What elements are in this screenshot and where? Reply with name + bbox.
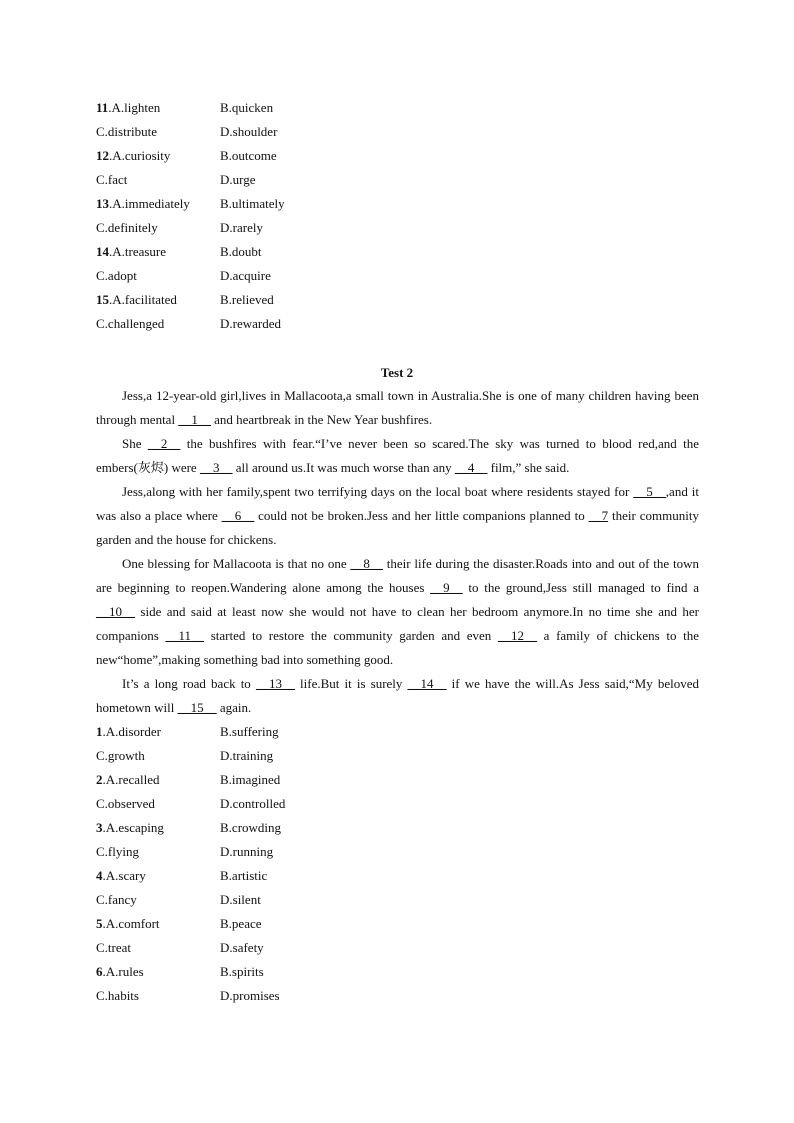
option-d: D.training: [220, 748, 274, 763]
option-c: C.challenged: [96, 316, 165, 331]
option-row: [96, 312, 696, 336]
option-b: B.suffering: [220, 724, 279, 739]
passage-text: again.: [216, 700, 252, 715]
option-row: [96, 192, 696, 216]
option-b: B.outcome: [220, 148, 277, 163]
option-b: B.crowding: [220, 820, 282, 835]
option-d: D.safety: [220, 940, 264, 955]
option-a: [96, 912, 160, 936]
option-d: D.controlled: [220, 796, 286, 811]
question-number: 5: [96, 916, 103, 931]
passage-text: life.But it is surely: [294, 676, 408, 691]
option-a: [96, 864, 146, 888]
passage-text: started to restore the community garden and even: [204, 628, 498, 643]
option-row: [96, 264, 696, 288]
option-c: C.distribute: [96, 124, 158, 139]
passage-text: a family of chickens to the new“home”,making something bad into something good.: [96, 628, 699, 667]
option-c: C.fact: [96, 172, 128, 187]
option-c: C.definitely: [96, 220, 158, 235]
option-a-text: .A.treasure: [109, 244, 167, 259]
option-c: C.adopt: [96, 268, 137, 283]
question-number: 11: [96, 100, 109, 115]
option-d: D.shoulder: [220, 124, 278, 139]
option-row: [96, 864, 696, 888]
question-number: 4: [96, 868, 103, 883]
option-a-text: .A.scary: [102, 868, 146, 883]
blank-2: __2__: [147, 436, 181, 451]
passage-text: and heartbreak in the New Year bushfires.: [210, 412, 433, 427]
blank-1: __1__: [178, 412, 211, 427]
option-a-text: .A.comfort: [102, 916, 160, 931]
passage-text: all around us.It was much worse than any: [232, 460, 455, 475]
option-d: D.acquire: [220, 268, 271, 283]
blank-14: __14__: [407, 676, 447, 691]
question-number: 2: [96, 772, 103, 787]
option-b: B.relieved: [220, 292, 274, 307]
option-a-text: .A.rules: [102, 964, 144, 979]
blank-12: __12__: [497, 628, 537, 643]
option-row: [96, 216, 696, 240]
option-row: [96, 792, 696, 816]
question-number: 15: [96, 292, 109, 307]
blank-10: __10__: [96, 604, 135, 619]
option-c: C.observed: [96, 796, 155, 811]
option-row: [96, 168, 696, 192]
option-d: D.rewarded: [220, 316, 281, 331]
paragraph-5: [96, 672, 699, 720]
passage-text: could not be broken.Jess and her little companions planned to: [254, 508, 589, 523]
passage-text: film,” she said.: [487, 460, 570, 475]
option-c: C.treat: [96, 940, 132, 955]
question-number: 6: [96, 964, 103, 979]
paragraph-4: [96, 552, 699, 672]
option-a: [96, 960, 144, 984]
passage-text: their life during the disaster.Roads into and out of the town are beginning to reopen.Wandering alone among the houses: [96, 556, 699, 595]
blank-4: __4__: [454, 460, 488, 475]
option-a: [96, 720, 161, 744]
passage-text: the bushfires with fear.“I’ve never been so scared.The sky was turned to blood red,and the embers(灰烬) were: [96, 436, 700, 475]
option-c: C.flying: [96, 844, 139, 859]
option-a: [96, 144, 170, 168]
blank-9: __9__: [430, 580, 463, 595]
passage-text: It’s a long road back to: [122, 676, 256, 691]
passage: [96, 384, 699, 720]
question-number: 3: [96, 820, 103, 835]
option-row: [96, 984, 696, 1008]
option-row: [96, 144, 696, 168]
option-a: [96, 240, 166, 264]
option-row: [96, 840, 696, 864]
question-number: 14: [96, 244, 109, 259]
option-a-text: .A.disorder: [102, 724, 161, 739]
question-number: 13: [96, 196, 109, 211]
option-row: [96, 744, 696, 768]
option-row: [96, 96, 696, 120]
question-number: 1: [96, 724, 103, 739]
option-a: [96, 816, 164, 840]
options-bottom: [96, 720, 696, 1008]
option-row: [96, 960, 696, 984]
option-d: D.urge: [220, 172, 256, 187]
passage-text: ,and it was also a place where: [96, 484, 700, 523]
option-b: B.quicken: [220, 100, 274, 115]
passage-text: their community garden and the house for chickens.: [96, 508, 699, 547]
blank-13: __13__: [255, 676, 295, 691]
option-b: B.ultimately: [220, 196, 285, 211]
blank-3: __3__: [199, 460, 233, 475]
option-row: [96, 240, 696, 264]
option-row: [96, 768, 696, 792]
option-row: [96, 816, 696, 840]
option-c: C.growth: [96, 748, 145, 763]
question-number: 12: [96, 148, 109, 163]
blank-5: __5__: [633, 484, 666, 499]
passage-text: She: [122, 436, 148, 451]
option-row: [96, 720, 696, 744]
blank-6: __6__: [221, 508, 255, 523]
blank-7: __7: [588, 508, 609, 523]
option-d: D.rarely: [220, 220, 263, 235]
option-b: B.spirits: [220, 964, 264, 979]
option-row: [96, 120, 696, 144]
option-row: [96, 288, 696, 312]
option-b: B.imagined: [220, 772, 281, 787]
option-row: [96, 888, 696, 912]
option-d: D.running: [220, 844, 274, 859]
option-a-text: .A.escaping: [102, 820, 164, 835]
option-c: C.fancy: [96, 892, 137, 907]
paragraph-3: [96, 480, 699, 552]
option-d: D.silent: [220, 892, 261, 907]
option-a-text: .A.lighten: [108, 100, 161, 115]
option-b: B.doubt: [220, 244, 262, 259]
paragraph-1: [96, 384, 699, 432]
passage-text: side and said at least now she would not have to clean her bedroom anymore.In no time she and her companions: [96, 604, 699, 643]
option-a: [96, 96, 160, 120]
section-title: Test 2: [380, 365, 414, 380]
option-c: C.habits: [96, 988, 139, 1003]
option-b: B.artistic: [220, 868, 268, 883]
blank-15: __15__: [177, 700, 217, 715]
option-a-text: .A.immediately: [109, 196, 190, 211]
option-row: [96, 912, 696, 936]
passage-text: if we have the will.As Jess said,“My beloved hometown will: [96, 676, 700, 715]
option-row: [96, 936, 696, 960]
option-a-text: .A.facilitated: [109, 292, 177, 307]
passage-text: One blessing for Mallacoota is that no one: [122, 556, 351, 571]
option-a-text: .A.curiosity: [109, 148, 171, 163]
option-a-text: .A.recalled: [102, 772, 160, 787]
paragraph-2: [96, 432, 699, 480]
option-a: [96, 768, 160, 792]
option-a: [96, 288, 177, 312]
option-b: B.peace: [220, 916, 262, 931]
blank-11: __11__: [165, 628, 205, 643]
option-a: [96, 192, 190, 216]
passage-text: Jess,a 12-year-old girl,lives in Mallacoota,a small town in Australia.She is one of many children having been through mental: [96, 388, 699, 427]
option-d: D.promises: [220, 988, 280, 1003]
passage-text: to the ground,Jess still managed to find a: [462, 580, 699, 595]
passage-text: Jess,along with her family,spent two terrifying days on the local boat where residents stayed for: [122, 484, 634, 499]
blank-8: __8__: [350, 556, 383, 571]
options-top: [96, 96, 696, 336]
